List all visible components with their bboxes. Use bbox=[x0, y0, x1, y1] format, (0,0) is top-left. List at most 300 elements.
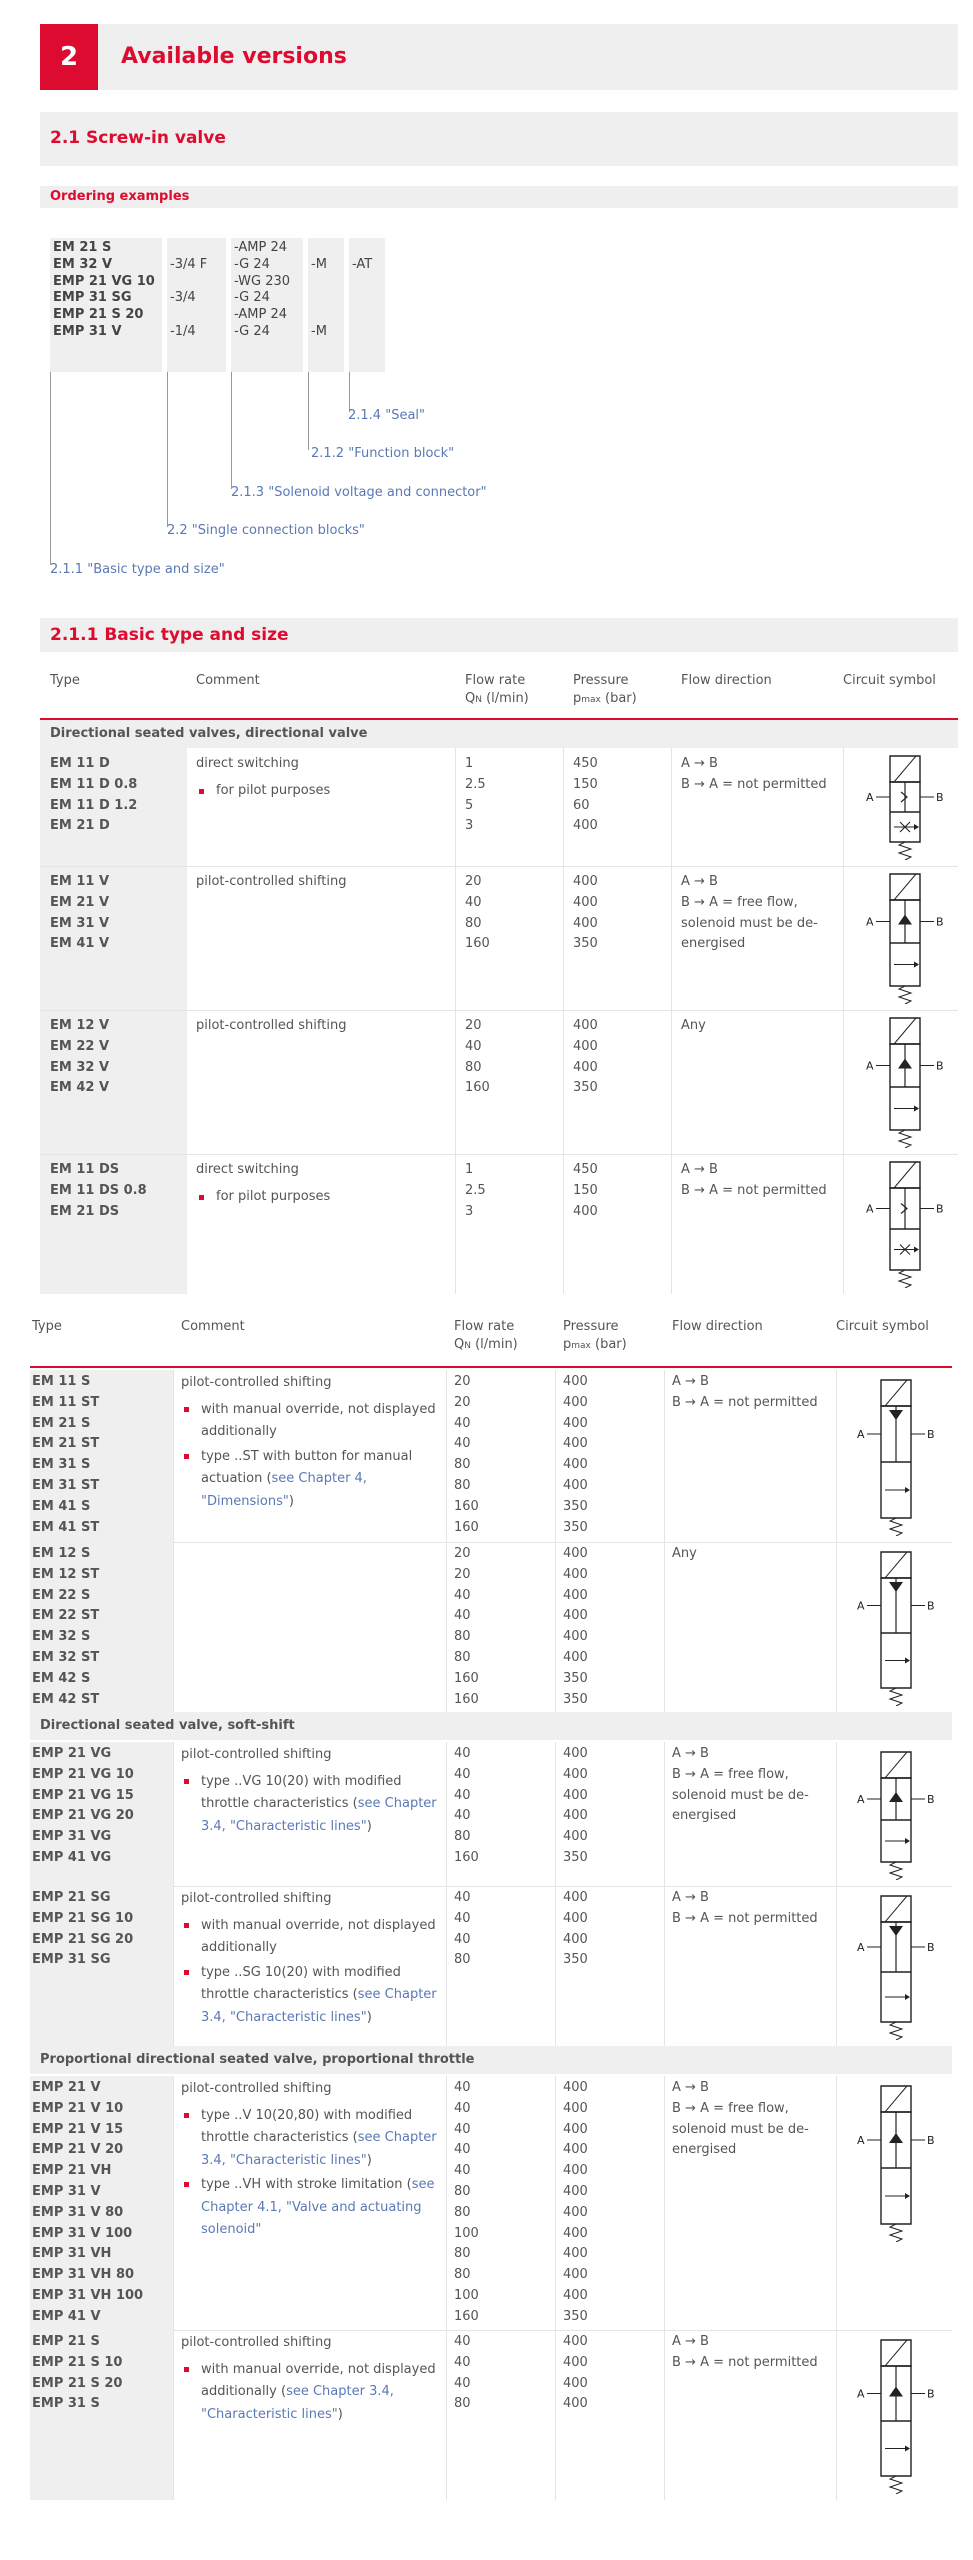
ordering-value: EM 32 V bbox=[53, 256, 113, 272]
type-value: EMP 31 VH bbox=[32, 2246, 112, 2262]
direction-value: energised bbox=[672, 2142, 737, 2158]
chapter-link[interactable]: see Chapter 3.4, "Characteristic lines" bbox=[201, 1987, 437, 2025]
pressure-value: 60 bbox=[573, 797, 590, 813]
flow-cell bbox=[465, 872, 490, 955]
header-flow-q: Q bbox=[465, 691, 476, 706]
flow-value: 80 bbox=[454, 1457, 471, 1473]
pressure-value: 400 bbox=[563, 1787, 588, 1803]
type-value: EM 31 S bbox=[32, 1457, 91, 1473]
ordering-value bbox=[311, 274, 344, 291]
ordering-value: -G 24 bbox=[234, 256, 270, 272]
chapter-title: Available versions bbox=[121, 44, 347, 69]
comment-text: pilot-controlled shifting bbox=[196, 1018, 347, 1033]
port-label: A bbox=[857, 2134, 865, 2147]
header-flow-sub: N bbox=[475, 695, 482, 705]
flow-value: 2.5 bbox=[465, 1182, 486, 1198]
pressure-value: 400 bbox=[563, 1374, 588, 1389]
comment-text: direct switching bbox=[196, 756, 299, 771]
comment-bullet-end: ) bbox=[366, 2152, 372, 2168]
direction-value: B → A = not permitted bbox=[672, 2354, 818, 2370]
port-label: B bbox=[936, 791, 944, 804]
type-value: EM 42 S bbox=[32, 1670, 91, 1686]
ordering-value bbox=[311, 290, 344, 307]
chapter-link[interactable]: see Chapter 4, "Dimensions" bbox=[201, 1471, 367, 1509]
column-divider bbox=[446, 1370, 447, 1542]
direction-cell bbox=[672, 2332, 818, 2374]
comment-cell bbox=[196, 754, 446, 802]
column-divider bbox=[555, 1742, 556, 1886]
ordering-value bbox=[352, 307, 385, 324]
direction-value: Any bbox=[672, 1546, 697, 1561]
direction-cell bbox=[672, 1372, 818, 1414]
ordering-value: EMP 31 SG bbox=[53, 290, 132, 306]
comment-bullet-text: type ..VH with stroke limitation ( bbox=[201, 2177, 412, 2192]
column-divider bbox=[664, 1886, 665, 2046]
section-2-1-1-header bbox=[40, 618, 958, 652]
type-value: EMP 31 V 80 bbox=[32, 2204, 124, 2220]
column-divider bbox=[555, 1542, 556, 1712]
pressure-value: 400 bbox=[563, 2396, 588, 2412]
chapter-link[interactable]: see Chapter 3.4, "Characteristic lines" bbox=[201, 1796, 437, 1834]
flow-value: 20 bbox=[454, 1546, 471, 1561]
circuit-symbol-icon bbox=[862, 752, 948, 860]
pressure-cell bbox=[573, 754, 598, 837]
flow-value: 20 bbox=[465, 1018, 482, 1033]
direction-value: energised bbox=[672, 1808, 737, 1824]
type-value: EMP 31 S bbox=[32, 2396, 100, 2412]
ordering-value: -M bbox=[311, 323, 327, 339]
ref-single-connection[interactable]: 2.2 "Single connection blocks" bbox=[167, 523, 365, 538]
flow-value: 40 bbox=[454, 1608, 471, 1624]
header-flow-sub: N bbox=[464, 1341, 471, 1351]
type-value: EMP 21 S 10 bbox=[32, 2354, 123, 2370]
comment-bullet-end: ) bbox=[337, 2406, 343, 2422]
type-value: EM 12 V bbox=[50, 1018, 110, 1033]
flow-value: 40 bbox=[454, 1787, 471, 1803]
type-value: EMP 21 S 20 bbox=[32, 2375, 123, 2391]
type-value: EMP 21 S bbox=[32, 2334, 100, 2349]
ordering-value: -G 24 bbox=[234, 323, 270, 339]
pressure-value: 400 bbox=[573, 894, 598, 910]
ordering-value bbox=[170, 240, 226, 257]
pressure-value: 400 bbox=[563, 2142, 588, 2158]
ordering-value bbox=[352, 290, 385, 307]
ref-basic-type[interactable]: 2.1.1 "Basic type and size" bbox=[50, 562, 225, 577]
comment-bullet bbox=[181, 2174, 439, 2242]
direction-value: solenoid must be de- bbox=[672, 2121, 809, 2137]
column-divider bbox=[173, 1886, 174, 2046]
header-type: Type bbox=[50, 673, 80, 688]
pressure-value: 400 bbox=[563, 1566, 588, 1582]
pressure-value: 400 bbox=[563, 1766, 588, 1782]
type-cell bbox=[50, 872, 109, 955]
pressure-value: 400 bbox=[563, 1546, 588, 1561]
column-divider bbox=[836, 2330, 837, 2500]
pressure-value: 400 bbox=[563, 1587, 588, 1603]
direction-value: solenoid must be de- bbox=[681, 915, 818, 931]
ordering-value: -G 24 bbox=[234, 290, 270, 306]
comment-bullet-text: type ..V 10(20,80) with modified throttle characteristics ( bbox=[201, 2107, 413, 2145]
direction-value: A → B bbox=[672, 1890, 709, 1905]
flow-value: 80 bbox=[454, 2267, 471, 2283]
ordering-value: EMP 21 S 20 bbox=[53, 307, 144, 323]
column-divider bbox=[446, 1542, 447, 1712]
pressure-value: 400 bbox=[573, 1203, 598, 1219]
direction-value: A → B bbox=[672, 1374, 709, 1389]
pressure-value: 450 bbox=[573, 756, 598, 771]
flow-value: 40 bbox=[454, 2354, 471, 2370]
chapter-number: 2 bbox=[40, 24, 98, 90]
column-divider bbox=[843, 748, 844, 1294]
type-cell bbox=[32, 1888, 133, 1971]
port-label: A bbox=[866, 791, 874, 804]
table2-group-soft-shift: Directional seated valve, soft-shift bbox=[30, 1712, 952, 1740]
header-circuit-symbol: Circuit symbol bbox=[836, 1319, 929, 1334]
flow-value: 40 bbox=[454, 2142, 471, 2158]
direction-cell bbox=[681, 1016, 706, 1037]
ordering-col-type bbox=[50, 238, 162, 372]
pressure-value: 400 bbox=[563, 1629, 588, 1645]
column-divider bbox=[563, 748, 564, 1294]
header-flow-unit: (l/min) bbox=[481, 691, 529, 706]
row-divider bbox=[40, 1010, 958, 1011]
type-value: EM 41 S bbox=[32, 1498, 91, 1514]
flow-value: 3 bbox=[465, 1203, 474, 1219]
row-divider bbox=[40, 866, 958, 867]
type-cell bbox=[32, 2332, 122, 2415]
type-value: EM 21 ST bbox=[32, 1436, 100, 1452]
ref-solenoid[interactable]: 2.1.3 "Solenoid voltage and connector" bbox=[231, 485, 487, 500]
column-divider bbox=[173, 2330, 174, 2500]
chapter-link[interactable]: see Chapter 3.4, "Characteristic lines" bbox=[201, 2384, 394, 2422]
column-divider bbox=[836, 1542, 837, 1712]
flow-value: 5 bbox=[465, 797, 474, 813]
pressure-cell bbox=[573, 872, 598, 955]
flow-value: 40 bbox=[454, 1436, 471, 1452]
type-value: EMP 21 V 20 bbox=[32, 2142, 124, 2158]
comment-bullet bbox=[181, 1446, 439, 1514]
comment-bullet bbox=[181, 1962, 439, 2030]
header-pressure bbox=[573, 672, 637, 709]
column-divider bbox=[446, 2330, 447, 2500]
pressure-value: 400 bbox=[563, 1890, 588, 1905]
column-divider bbox=[664, 2330, 665, 2500]
header-flow-direction: Flow direction bbox=[672, 1319, 763, 1334]
ref-seal[interactable]: 2.1.4 "Seal" bbox=[348, 408, 425, 423]
section-2-1-1-title: 2.1.1 Basic type and size bbox=[50, 625, 289, 645]
pressure-value: 400 bbox=[563, 2354, 588, 2370]
header-pressure-unit bbox=[563, 1336, 627, 1355]
type-value: EMP 21 SG 20 bbox=[32, 1931, 134, 1947]
pressure-value: 400 bbox=[563, 1608, 588, 1624]
flow-value: 160 bbox=[465, 1080, 490, 1096]
header-flow-unit: (l/min) bbox=[470, 1337, 518, 1352]
header-flow-rate-label: Flow rate bbox=[465, 673, 526, 688]
type-value: EMP 21 SG 10 bbox=[32, 1910, 134, 1926]
direction-value: A → B bbox=[681, 1162, 718, 1177]
type-value: EM 31 V bbox=[50, 915, 110, 931]
direction-cell bbox=[672, 2078, 809, 2161]
type-value: EMP 31 V bbox=[32, 2183, 101, 2199]
port-label: A bbox=[866, 915, 874, 929]
circuit-symbol-icon bbox=[853, 1748, 939, 1880]
comment-cell bbox=[196, 872, 446, 893]
ordering-value: EM 21 S bbox=[53, 240, 112, 255]
pressure-cell bbox=[563, 2078, 588, 2328]
flow-cell bbox=[454, 1372, 479, 1538]
port-label: B bbox=[936, 1202, 944, 1216]
comment-text: pilot-controlled shifting bbox=[181, 1747, 332, 1762]
column-divider bbox=[173, 2076, 174, 2330]
circuit-symbol-icon bbox=[862, 1014, 948, 1148]
direction-value: A → B bbox=[672, 2334, 709, 2349]
circuit-symbol-icon bbox=[862, 870, 948, 1004]
chapter-link[interactable]: see Chapter 4.1, "Valve and actuating solenoid" bbox=[201, 2177, 435, 2237]
type-value: EMP 31 SG bbox=[32, 1952, 111, 1968]
pressure-cell bbox=[563, 2332, 588, 2415]
ordering-value: -AMP 24 bbox=[234, 240, 288, 255]
pressure-value: 400 bbox=[563, 2334, 588, 2349]
type-cell bbox=[32, 2078, 143, 2328]
pressure-value: 400 bbox=[563, 2204, 588, 2220]
row-divider bbox=[40, 1154, 958, 1155]
direction-value: B → A = not permitted bbox=[681, 1182, 827, 1198]
port-label: B bbox=[927, 1793, 935, 1806]
header-pressure-label: Pressure bbox=[573, 673, 629, 688]
flow-value: 40 bbox=[454, 1931, 471, 1947]
type-value: EMP 21 V 15 bbox=[32, 2121, 124, 2137]
chapter-link[interactable]: see Chapter 3.4, "Characteristic lines" bbox=[201, 2130, 437, 2168]
flow-value: 100 bbox=[454, 2287, 479, 2303]
type-value: EMP 21 VG 10 bbox=[32, 1766, 134, 1782]
header-comment: Comment bbox=[196, 673, 260, 688]
direction-value: B → A = not permitted bbox=[672, 1910, 818, 1926]
pressure-value: 400 bbox=[573, 1018, 598, 1033]
comment-text: pilot-controlled shifting bbox=[181, 2335, 332, 2350]
header-pressure-unit bbox=[573, 690, 637, 709]
type-value: EM 21 S bbox=[32, 1415, 91, 1431]
flow-value: 2.5 bbox=[465, 776, 486, 792]
column-divider bbox=[455, 748, 456, 1294]
flow-value: 40 bbox=[454, 1910, 471, 1926]
type-value: EMP 31 VG bbox=[32, 1829, 112, 1845]
flow-cell bbox=[465, 754, 486, 837]
flow-value: 40 bbox=[465, 1038, 482, 1054]
comment-cell bbox=[181, 2078, 439, 2242]
ref-line-basic bbox=[50, 372, 51, 565]
comment-bullet-end: ) bbox=[366, 2009, 372, 2025]
direction-value: energised bbox=[681, 936, 746, 952]
comment-text: pilot-controlled shifting bbox=[181, 1891, 332, 1906]
direction-cell bbox=[672, 1544, 697, 1565]
pressure-value: 150 bbox=[573, 1182, 598, 1198]
ordering-value: -AMP 24 bbox=[234, 307, 288, 323]
comment-text: pilot-controlled shifting bbox=[196, 874, 347, 889]
pressure-value: 400 bbox=[573, 1038, 598, 1054]
header-pressure bbox=[563, 1318, 627, 1355]
flow-value: 160 bbox=[454, 1691, 479, 1707]
type-value: EM 12 ST bbox=[32, 1566, 100, 1582]
type-value: EM 41 V bbox=[50, 936, 110, 952]
type-value: EM 41 ST bbox=[32, 1519, 100, 1535]
flow-value: 160 bbox=[454, 1849, 479, 1865]
circuit-symbol-icon bbox=[853, 2082, 939, 2242]
pressure-value: 400 bbox=[563, 2267, 588, 2283]
port-label: A bbox=[857, 1941, 865, 1954]
flow-cell bbox=[465, 1160, 486, 1222]
column-divider bbox=[555, 2076, 556, 2330]
comment-cell bbox=[196, 1016, 446, 1037]
type-value: EMP 21 SG bbox=[32, 1890, 111, 1905]
flow-value: 40 bbox=[454, 2121, 471, 2137]
flow-value: 40 bbox=[454, 2163, 471, 2179]
header-pressure-label: Pressure bbox=[563, 1319, 619, 1334]
column-divider bbox=[555, 2330, 556, 2500]
direction-cell bbox=[681, 1160, 827, 1202]
ordering-value: -3/4 F bbox=[170, 256, 208, 272]
chapter-header bbox=[40, 24, 958, 90]
type-value: EMP 31 VH 80 bbox=[32, 2267, 135, 2283]
comment-bullet-end: ) bbox=[288, 1493, 294, 1509]
flow-value: 20 bbox=[454, 1394, 471, 1410]
pressure-value: 400 bbox=[563, 1394, 588, 1410]
comment-bullet: for pilot purposes bbox=[196, 1187, 446, 1208]
direction-cell bbox=[672, 1888, 818, 1930]
comment-bullet-end: ) bbox=[366, 1818, 372, 1834]
flow-value: 3 bbox=[465, 818, 474, 834]
flow-cell bbox=[454, 1544, 479, 1710]
column-divider bbox=[446, 1886, 447, 2046]
direction-value: B → A = not permitted bbox=[681, 776, 827, 792]
flow-value: 20 bbox=[465, 874, 482, 889]
pressure-value: 350 bbox=[573, 936, 598, 952]
pressure-cell bbox=[563, 1888, 588, 1971]
column-divider bbox=[446, 2076, 447, 2330]
flow-value: 100 bbox=[454, 2225, 479, 2241]
port-label: A bbox=[857, 1428, 865, 1441]
column-divider bbox=[555, 1886, 556, 2046]
port-label: A bbox=[857, 1599, 865, 1613]
type-value: EMP 21 VG bbox=[32, 1746, 112, 1761]
pressure-value: 400 bbox=[573, 818, 598, 834]
type-value: EM 31 ST bbox=[32, 1477, 100, 1493]
ordering-col-function bbox=[308, 238, 344, 372]
pressure-value: 400 bbox=[563, 2287, 588, 2303]
table2-header-rule bbox=[30, 1366, 952, 1368]
type-value: EMP 21 VG 15 bbox=[32, 1787, 134, 1803]
direction-cell bbox=[672, 1744, 809, 1827]
comment-bullet-text: type ..VG 10(20) with modified throttle characteristics ( bbox=[201, 1773, 402, 1811]
flow-value: 40 bbox=[454, 1766, 471, 1782]
direction-value: solenoid must be de- bbox=[672, 1787, 809, 1803]
pressure-value: 400 bbox=[563, 1457, 588, 1473]
pressure-value: 400 bbox=[563, 1415, 588, 1431]
type-value: EMP 21 VH bbox=[32, 2163, 112, 2179]
comment-bullet: for pilot purposes bbox=[196, 781, 446, 802]
pressure-value: 400 bbox=[563, 1436, 588, 1452]
type-cell bbox=[50, 1016, 109, 1099]
flow-value: 40 bbox=[454, 1587, 471, 1603]
port-label: B bbox=[936, 915, 944, 929]
direction-value: B → A = not permitted bbox=[672, 1394, 818, 1410]
port-label: B bbox=[936, 1059, 944, 1073]
type-cell bbox=[32, 1744, 134, 1869]
pressure-value: 400 bbox=[563, 1829, 588, 1845]
pressure-cell bbox=[563, 1372, 588, 1538]
circuit-symbol-icon bbox=[853, 1548, 939, 1706]
comment-bullet-text: type ..ST with button for manual actuation ( bbox=[201, 1448, 413, 1486]
flow-value: 80 bbox=[465, 915, 482, 931]
flow-value: 20 bbox=[454, 1374, 471, 1389]
pressure-value: 350 bbox=[563, 2308, 588, 2324]
ordering-col-solenoid bbox=[231, 238, 303, 372]
pressure-cell bbox=[563, 1744, 588, 1869]
ordering-value bbox=[311, 240, 344, 257]
type-value: EM 11 D bbox=[50, 756, 110, 771]
pressure-value: 350 bbox=[563, 1670, 588, 1686]
flow-value: 40 bbox=[454, 1890, 471, 1905]
section-2-1-header bbox=[40, 112, 958, 166]
flow-value: 80 bbox=[454, 2396, 471, 2412]
comment-cell bbox=[196, 1160, 446, 1208]
pressure-value: 400 bbox=[563, 1477, 588, 1493]
table2-group-proportional: Proportional directional seated valve, proportional throttle bbox=[30, 2046, 952, 2074]
circuit-symbol-icon bbox=[862, 1158, 948, 1288]
port-label: A bbox=[866, 1059, 874, 1073]
flow-value: 160 bbox=[454, 2308, 479, 2324]
comment-text: direct switching bbox=[196, 1162, 299, 1177]
flow-value: 160 bbox=[454, 1519, 479, 1535]
header-flow-rate-unit bbox=[454, 1336, 518, 1355]
ordering-value: -1/4 bbox=[170, 323, 196, 339]
pressure-value: 400 bbox=[563, 2121, 588, 2137]
header-pressure-sub: max bbox=[581, 695, 601, 705]
port-label: B bbox=[927, 1599, 935, 1613]
flow-value: 80 bbox=[454, 2204, 471, 2220]
column-divider bbox=[664, 1370, 665, 1542]
type-value: EM 32 S bbox=[32, 1629, 91, 1645]
type-value: EMP 41 VG bbox=[32, 1849, 112, 1865]
pressure-value: 400 bbox=[563, 2163, 588, 2179]
ordering-value: -WG 230 bbox=[234, 273, 291, 289]
flow-value: 40 bbox=[454, 1808, 471, 1824]
port-label: B bbox=[927, 2134, 935, 2147]
circuit-symbol-icon bbox=[853, 1376, 939, 1536]
header-flow-q: Q bbox=[454, 1337, 465, 1352]
ordering-value: -M bbox=[311, 256, 327, 272]
pressure-value: 350 bbox=[563, 1952, 588, 1968]
comment-bullet: with manual override, not displayed additionally bbox=[181, 1915, 439, 1960]
type-value: EM 11 ST bbox=[32, 1394, 100, 1410]
pressure-value: 400 bbox=[573, 874, 598, 889]
section-2-1-title: 2.1 Screw-in valve bbox=[50, 128, 226, 148]
port-label: B bbox=[927, 2387, 935, 2401]
header-flow-rate bbox=[465, 672, 529, 709]
column-divider bbox=[173, 1370, 174, 1542]
pressure-value: 350 bbox=[563, 1498, 588, 1514]
ref-function-block[interactable]: 2.1.2 "Function block" bbox=[311, 446, 455, 461]
flow-value: 160 bbox=[465, 936, 490, 952]
comment-text: pilot-controlled shifting bbox=[181, 2081, 332, 2096]
header-type: Type bbox=[32, 1319, 62, 1334]
header-pressure-p: p bbox=[573, 691, 582, 706]
ordering-value: EMP 21 VG 10 bbox=[53, 273, 155, 289]
column-divider bbox=[836, 1886, 837, 2046]
flow-value: 80 bbox=[454, 2183, 471, 2199]
ordering-value: -AT bbox=[352, 256, 373, 272]
pressure-cell bbox=[573, 1160, 598, 1222]
flow-cell bbox=[465, 1016, 490, 1099]
